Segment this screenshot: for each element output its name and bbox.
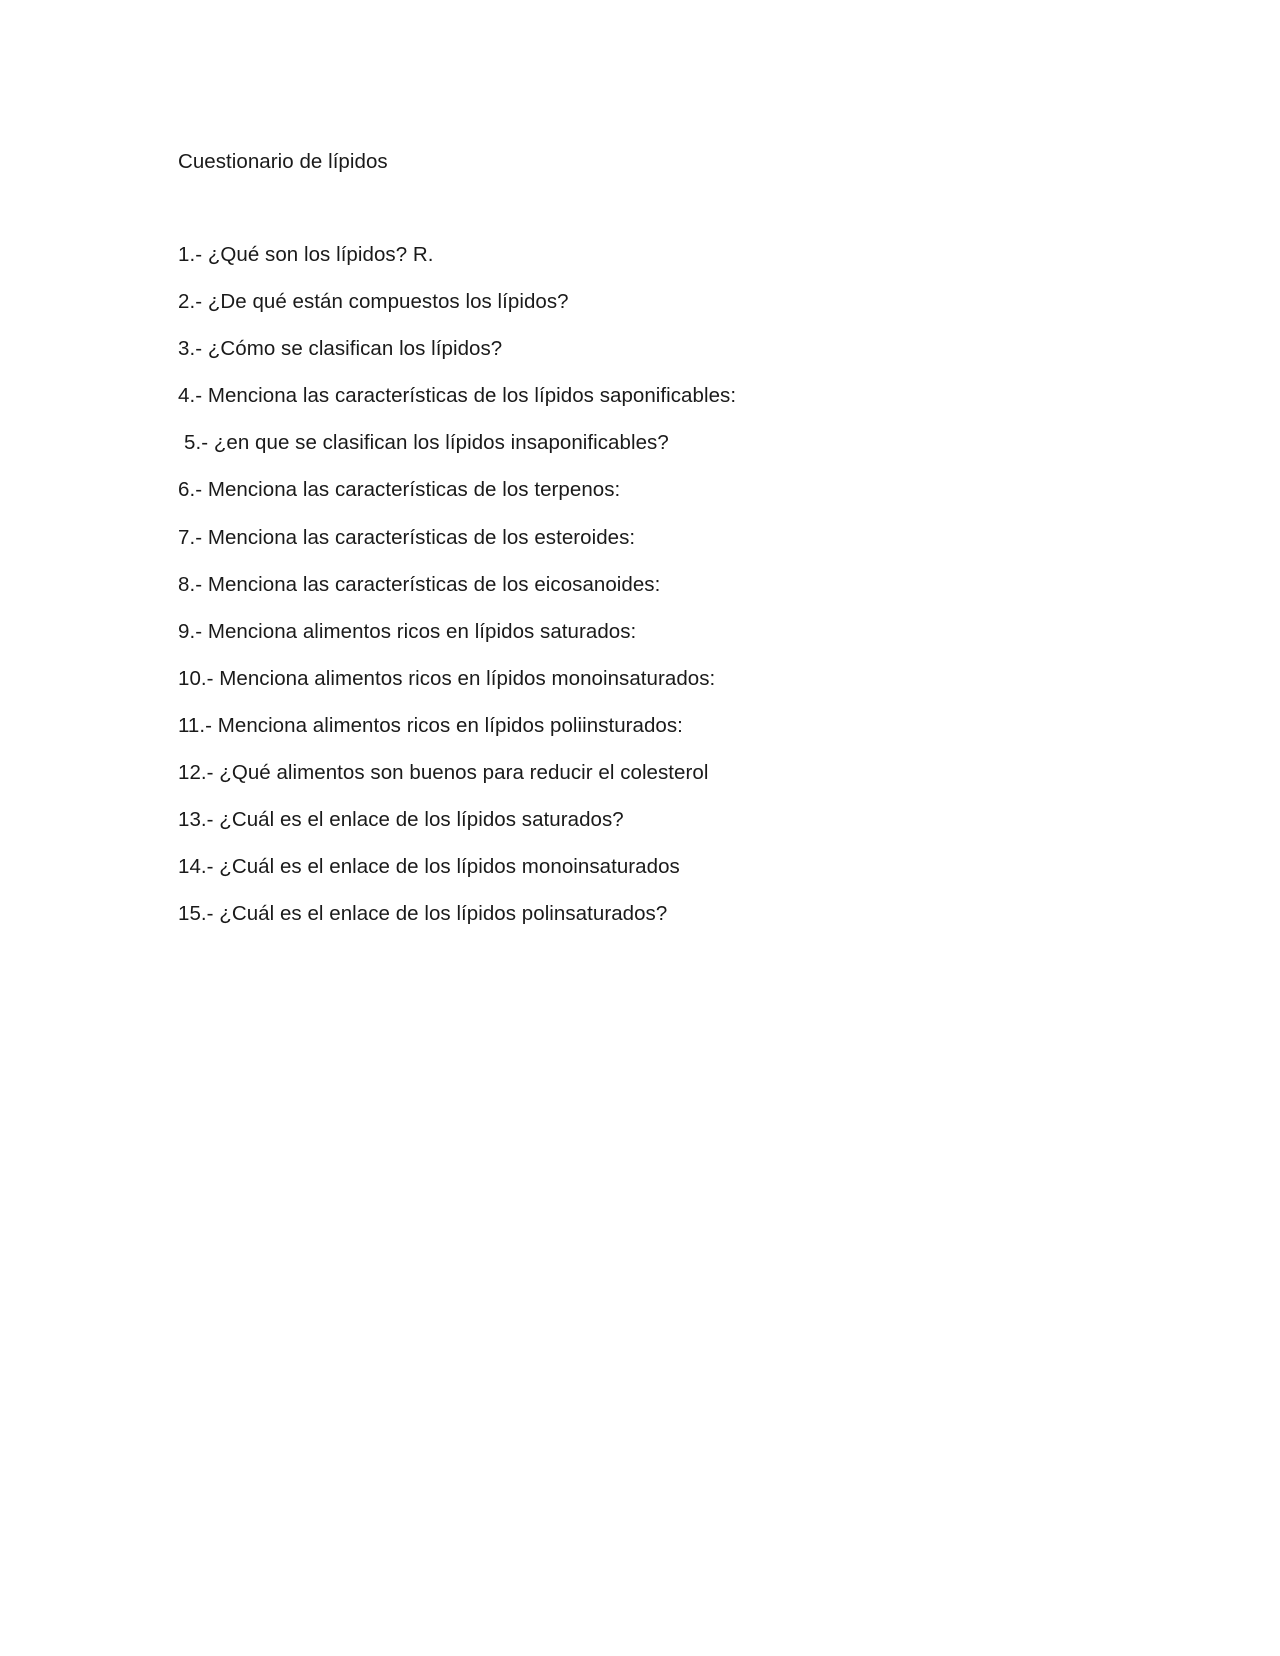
question-item: 12.- ¿Qué alimentos son buenos para reducir el colesterol xyxy=(178,761,709,785)
question-item: 3.- ¿Cómo se clasifican los lípidos? xyxy=(178,337,503,361)
question-item: 15.- ¿Cuál es el enlace de los lípidos polinsaturados? xyxy=(178,902,668,926)
question-item: 11.- Menciona alimentos ricos en lípidos poliinsturados: xyxy=(178,713,683,737)
question-item: 10.- Menciona alimentos ricos en lípidos monoinsaturados: xyxy=(178,666,716,690)
question-item: 14.- ¿Cuál es el enlace de los lípidos monoinsaturados xyxy=(178,855,680,879)
question-item: 6.- Menciona las características de los terpenos: xyxy=(178,478,621,502)
document-body xyxy=(178,146,1138,926)
document-title: Cuestionario de lípidos xyxy=(178,150,388,173)
question-item: 4.- Menciona las características de los lípidos saponificables: xyxy=(178,384,737,408)
question-item: 7.- Menciona las características de los esteroides: xyxy=(178,525,636,549)
question-item: 5.- ¿en que se clasifican los lípidos insaponificables? xyxy=(184,431,669,455)
question-item: 2.- ¿De qué están compuestos los lípidos? xyxy=(178,290,569,314)
question-item: 13.- ¿Cuál es el enlace de los lípidos saturados? xyxy=(178,808,624,832)
question-item: 9.- Menciona alimentos ricos en lípidos saturados: xyxy=(178,619,637,643)
question-item: 1.- ¿Qué son los lípidos? R. xyxy=(178,243,434,266)
question-item: 8.- Menciona las características de los eicosanoides: xyxy=(178,572,661,596)
question-list xyxy=(178,239,736,945)
